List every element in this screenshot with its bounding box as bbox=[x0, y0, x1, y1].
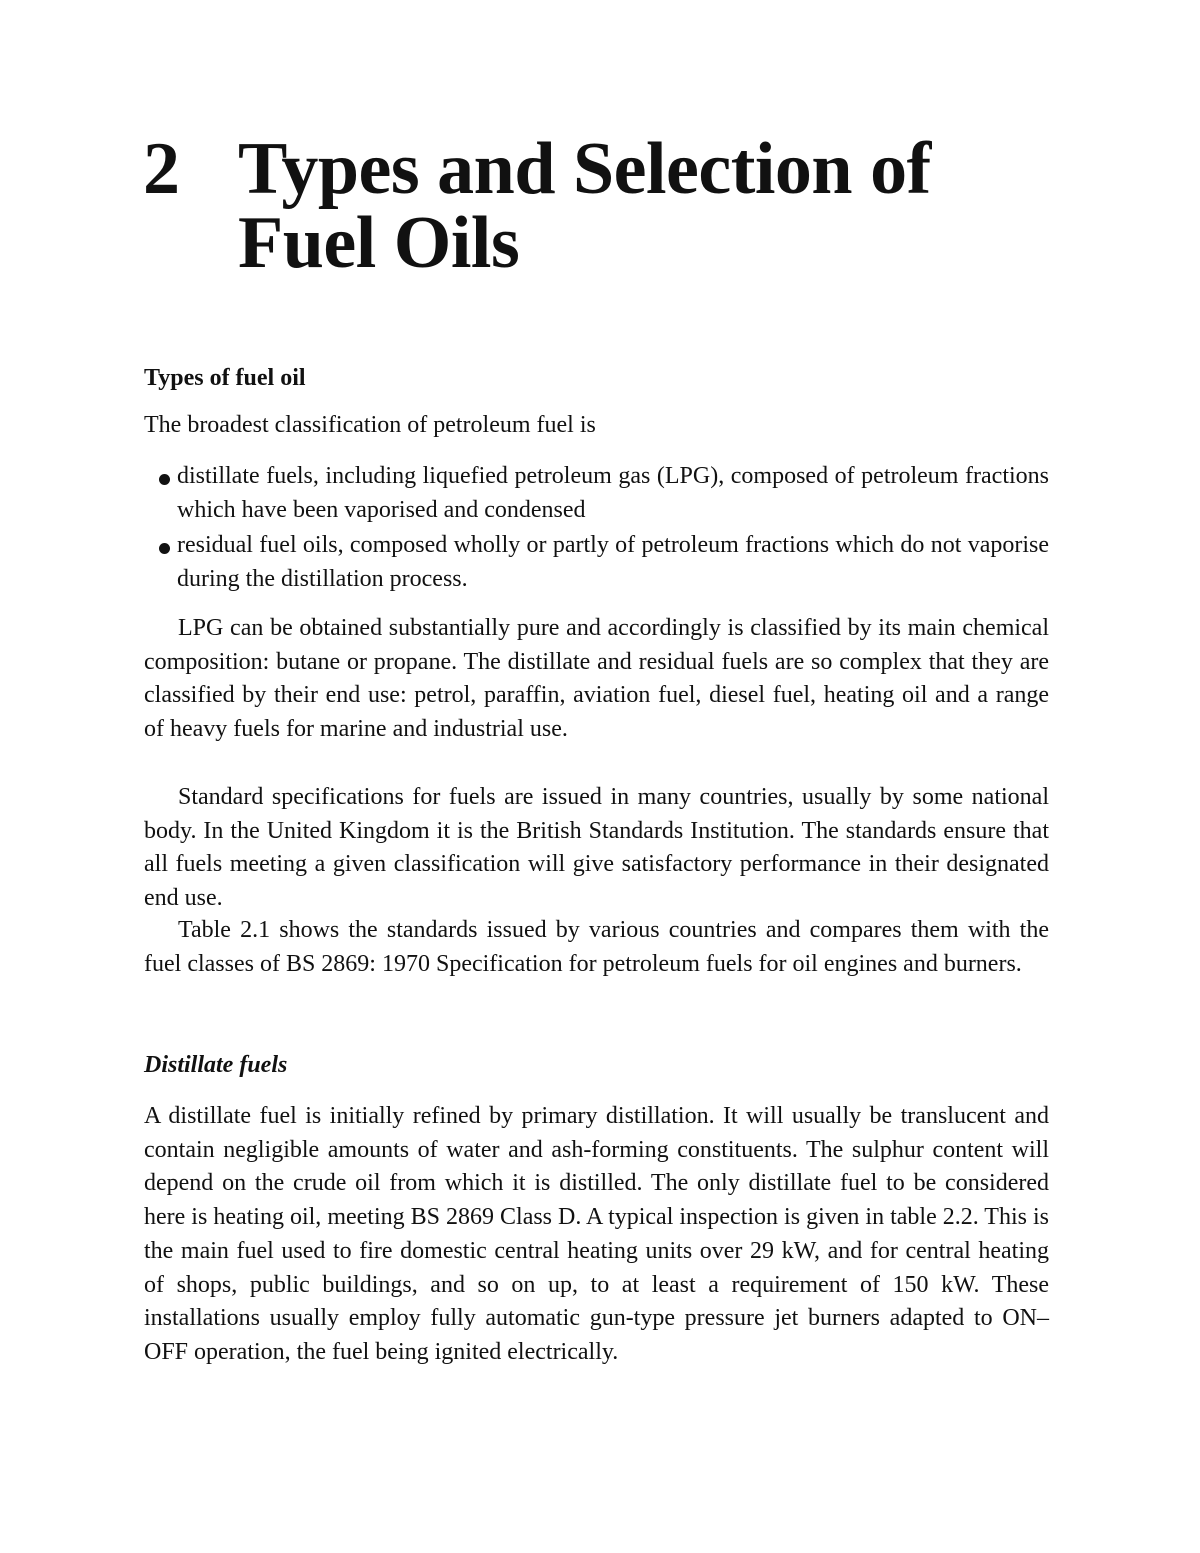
chapter-title-line-2: Fuel Oils bbox=[238, 202, 520, 284]
section-intro: The broadest classification of petroleum fuel is bbox=[144, 412, 596, 438]
paragraph-lpg: LPG can be obtained substantially pure and accordingly is classified by its main chemical composition: butane or propane. The distillate and residual fuels are so complex that they are classified by their end use: petrol, paraffin, aviation fuel, diesel fuel, heating oil and a range of heavy fuels for marine and industrial use. bbox=[144, 615, 1049, 743]
list-item bbox=[144, 459, 1049, 527]
paragraph-standards: Standard specifications for fuels are issued in many countries, usually by some national body. In the United Kingdom it is the British Standards Institution. The standards ensure that all fuels meeting a given classification will give satisfactory performance in their designated end use. bbox=[144, 784, 1049, 912]
chapter-number: 2 bbox=[143, 128, 180, 210]
bullet-icon bbox=[159, 543, 170, 554]
classification-list bbox=[144, 459, 1049, 597]
list-item bbox=[144, 528, 1049, 596]
subsection-heading: Distillate fuels bbox=[144, 1052, 288, 1078]
list-item-text: distillate fuels, including liquefied petroleum gas (LPG), composed of petroleum fractions which have been vaporised and condensed bbox=[177, 463, 1049, 523]
chapter-title-text bbox=[238, 128, 998, 284]
chapter-title-line-1: Types and Selection of bbox=[238, 128, 931, 210]
paragraph-distillate-fuels: A distillate fuel is initially refined by primary distillation. It will usually be translucent and contain negligible amounts of water and ash-forming constituents. The sulphur content will depend on the crude oil from which it is distilled. The only distillate fuel to be considered here is heating oil, meeting BS 2869 Class D. A typical inspection is given in table 2.2. This is the main fuel used to fire domestic central heating units over 29 kW, and for central heating of shops, public buildings, and so on up, to at least a requirement of 150 kW. These installations usually employ fully automatic gun-type pressure jet burners adapted to ON–OFF operation, the fuel being ignited electrically. bbox=[144, 1103, 1049, 1365]
section-heading: Types of fuel oil bbox=[144, 365, 306, 391]
bullet-icon bbox=[159, 474, 170, 485]
paragraph-table-reference: Table 2.1 shows the standards issued by various countries and compares them with the fuel classes of BS 2869: 1970 Specification for petroleum fuels for oil engines and burners. bbox=[144, 917, 1049, 977]
list-item-text: residual fuel oils, composed wholly or partly of petroleum fractions which do not vaporise during the distillation process. bbox=[177, 532, 1049, 592]
